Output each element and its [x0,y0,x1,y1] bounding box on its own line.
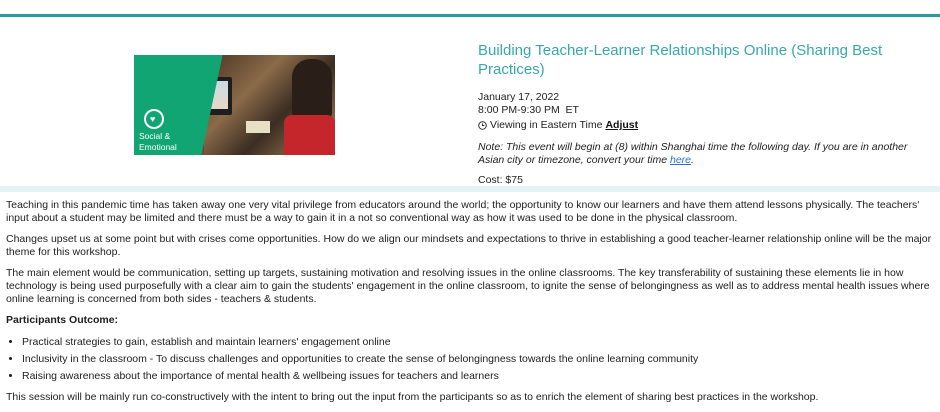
timezone-row [478,118,638,132]
description-paragraph: The main element would be communication, setting up targets, sustaining motivation and resolving issues in the online classrooms. The key transferability of sustaining these elements lie in how technology is being used purposefully with a clear aim to gain the students' engagement in the online classroom, to ignite the sense of belongingness as well as to address mental health issues where online learning is concerned from both sides - teachers & students. [6,267,930,305]
clock-icon [478,121,487,130]
desk-blocks [246,121,270,133]
top-rule [0,14,940,17]
description-paragraph: Changes upset us at some point but with crises come opportunities. How do we align our mindsets and expectations to thrive in establishing a good teacher-learner relationship online will be the major theme for this workshop. [6,233,932,258]
event-title: Building Teacher-Learner Relationships Online (Sharing Best Practices) [478,42,883,78]
event-description [6,199,934,412]
list-item: • Raising awareness about the importance of mental health & wellbeing issues for teachers and learners [22,370,934,383]
outcome-list [6,336,934,383]
closing-paragraph: This session will be mainly run co-constructively with the intent to bring out the input from the participants so as to enrich the element of sharing best practices in the workshop. [6,391,819,403]
timezone-note [478,141,930,167]
timezone-label: Viewing in Eastern Time [490,119,603,131]
caption-line-1: Social & [139,131,171,141]
convert-time-link[interactable]: here [670,154,692,166]
event-date: January 17, 2022 [478,91,560,103]
top-bar [0,0,940,14]
student-figure [292,59,332,119]
list-item: • Inclusivity in the classroom - To discuss challenges and opportunities to create the sense of belongingness towards the online learning community [22,353,934,366]
timezone-note-text: Note: This event will begin at (8) within Shanghai time the following day. If you are in another Asian city or timezone, convert your time [478,141,908,166]
heart-in-circle-icon: ♥ [144,109,164,129]
description-paragraph: Teaching in this pandemic time has taken away one very vital privilege from educators around the world; the opportunity to know our learners and have them attend lessons physically. The teachers' input about a student may be limited and there must be a way to gain it in a not so conventional way as how it was used to be done in the physical classroom. [6,199,920,224]
event-cost: Cost: $75 [478,174,523,186]
outcome-heading: Participants Outcome: [6,314,119,326]
timezone-note-end: . [691,154,694,166]
list-item: • Practical strategies to gain, establish and maintain learners' engagement online [22,336,934,349]
student-shirt [284,115,335,155]
event-time: 8:00 PM-9:30 PM ET [478,104,579,116]
adjust-timezone-link[interactable]: Adjust [605,119,639,131]
event-image [134,55,335,155]
section-divider [0,186,940,192]
caption-line-2: Emotional [139,142,177,152]
category-caption [139,131,199,153]
